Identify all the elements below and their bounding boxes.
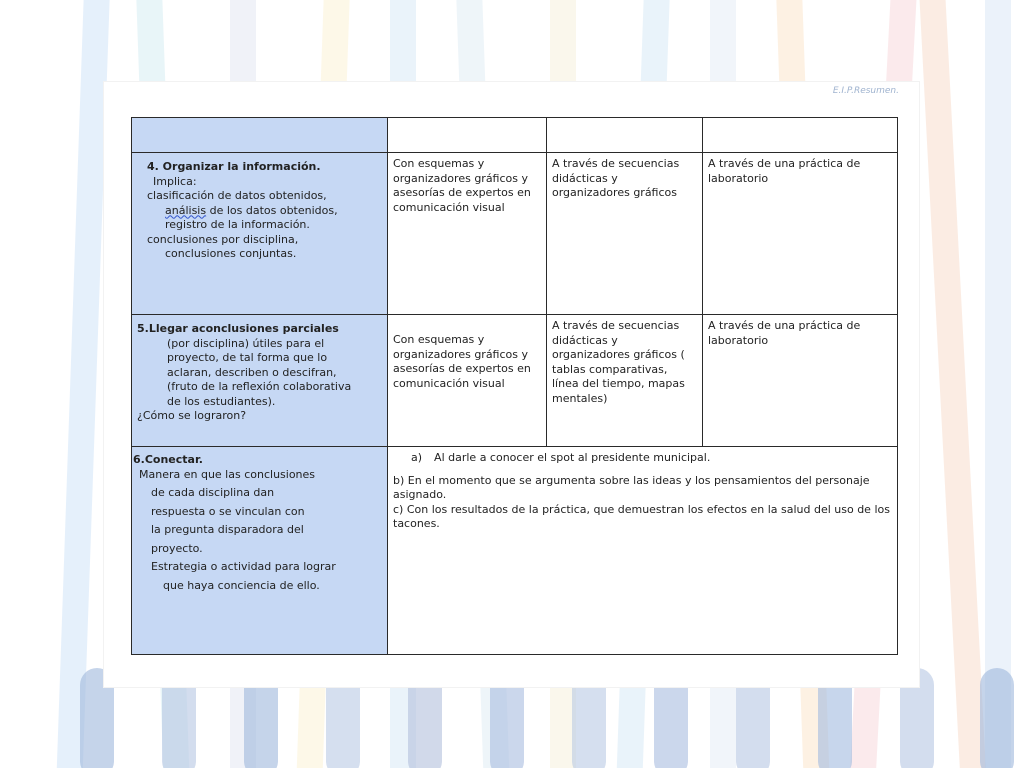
summary-table <box>131 117 898 655</box>
stage-line: de cada disciplina dan <box>151 486 275 500</box>
stage-line: la pregunta disparadora del <box>151 523 304 537</box>
stage-title: 6.Conectar. <box>133 453 203 466</box>
cell-empty-stage <box>132 118 388 153</box>
list-marker: a) <box>411 451 423 464</box>
stage-title: 5.Llegar aconclusiones parciales <box>137 322 339 335</box>
table-row-organize <box>132 153 898 315</box>
strategy-cell: A través de una práctica de laboratorio <box>703 315 898 447</box>
stage-line: registro de la información. <box>165 218 310 232</box>
stage-line: Manera en que las conclusiones <box>139 467 316 481</box>
cell-empty <box>547 118 703 153</box>
strategy-cell: A través de una práctica de laboratorio <box>703 153 898 315</box>
table-row-connect <box>132 447 898 655</box>
stage-question: ¿Cómo se lograron? <box>137 409 247 423</box>
stage-line <box>147 204 382 219</box>
stage-cell-conclusions <box>132 315 388 447</box>
stage-cell-connect <box>132 447 388 655</box>
stage-line: aclaran, describen o descifran, <box>167 365 337 379</box>
cell-empty <box>703 118 898 153</box>
stage-line: proyecto. <box>151 541 203 555</box>
document-page <box>104 82 919 687</box>
strategy-cell: A través de secuencias didácticas y organizadores gráficos <box>547 153 703 315</box>
list-item-b: b) En el momento que se argumenta sobre las ideas y los pensamientos del personaje asignado. <box>393 473 870 502</box>
cell-empty <box>388 118 547 153</box>
strategy-cell <box>388 315 547 447</box>
table-row-empty <box>132 118 898 153</box>
stage-line: clasificación de datos obtenidos, <box>147 189 327 203</box>
spell-underlined-word: análisis <box>165 203 207 217</box>
stage-line: (fruto de la reflexión colaborativa <box>167 380 352 394</box>
stage-line: conclusiones por disciplina, <box>147 232 299 246</box>
stage-line: respuesta o se vinculan con <box>151 504 305 518</box>
stage-line: Implica: <box>153 174 197 188</box>
strategy-cell: Con esquemas y organizadores gráficos y asesorías de expertos en comunicación visual <box>388 153 547 315</box>
stage-line: proyecto, de tal forma que lo <box>167 351 328 365</box>
stage-line: de los estudiantes). <box>167 394 276 408</box>
stage-line: Estrategia o actividad para lograr <box>151 560 336 574</box>
stage-line: que haya conciencia de ello. <box>163 578 320 592</box>
stage-line: conclusiones conjuntas. <box>165 247 297 261</box>
strategy-cell: A través de secuencias didácticas y organizadores gráficos ( tablas comparativas, línea del tiempo, mapas mentales) <box>547 315 703 447</box>
table-row-conclusions <box>132 315 898 447</box>
header-note: E.I.P.Resumen. <box>832 86 899 96</box>
stage-title: 4. Organizar la información. <box>147 160 321 173</box>
list-text: Al darle a conocer el spot al presidente municipal. <box>434 451 711 464</box>
strategy-text: Con esquemas y organizadores gráficos y asesorías de expertos en comunicación visual <box>393 333 531 390</box>
connect-strategies-cell <box>388 447 898 655</box>
stage-line: (por disciplina) útiles para el <box>167 336 325 350</box>
stage-line-text: de los datos obtenidos, <box>206 203 338 217</box>
list-item-c: c) Con los resultados de la práctica, que demuestran los efectos en la salud del uso de los tacones. <box>393 502 890 531</box>
stage-cell-organize <box>132 153 388 315</box>
list-item-a <box>393 451 892 466</box>
